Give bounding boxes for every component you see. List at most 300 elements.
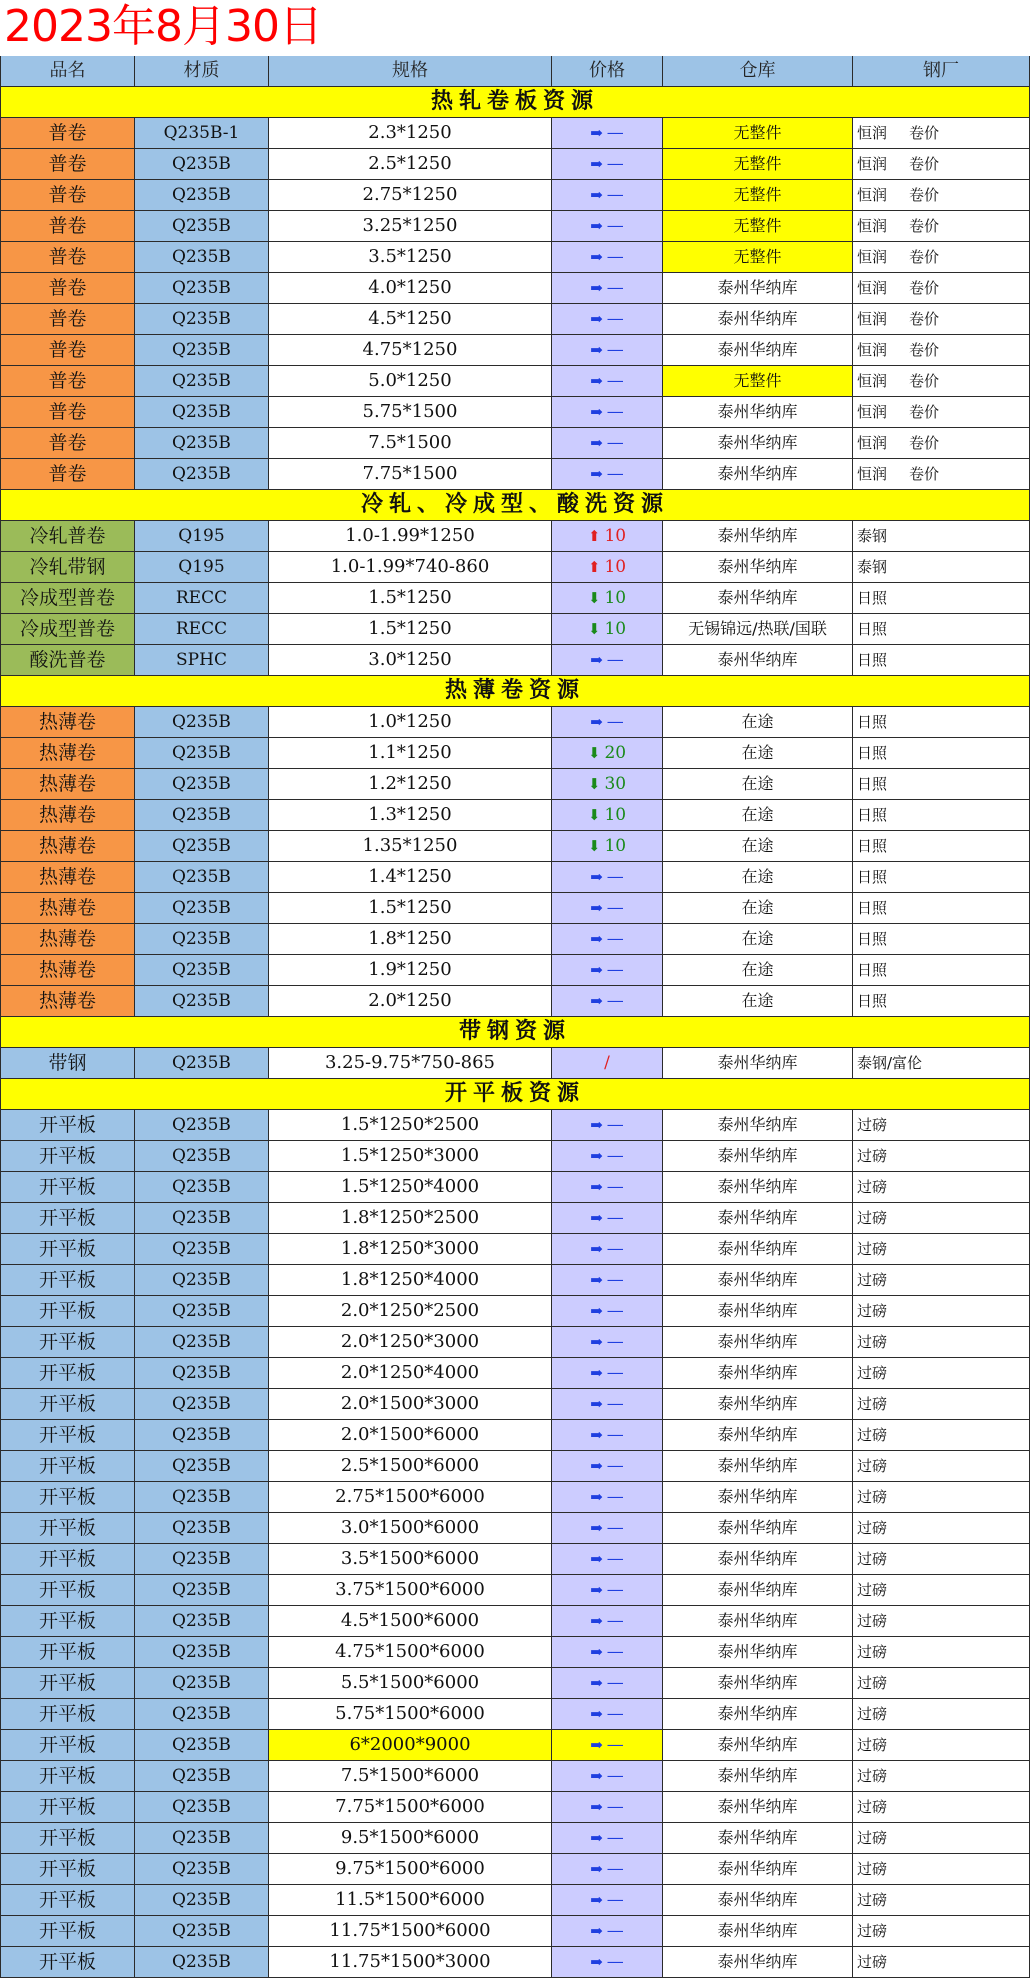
section-title: 热薄卷资源	[0, 676, 1030, 707]
price-change-value: —	[606, 371, 624, 391]
arrow-right-icon: ➡	[590, 1519, 603, 1537]
cell-warehouse: 泰州华纳库	[663, 1451, 853, 1482]
cell-price	[552, 1575, 663, 1606]
mill-name: 恒润	[857, 341, 888, 359]
cell-warehouse: 泰州华纳库	[663, 1420, 853, 1451]
cell-warehouse: 泰州华纳库	[663, 1327, 853, 1358]
cell-material: Q235B	[135, 1296, 269, 1327]
price-change-value: —	[606, 433, 624, 453]
mill-name: 恒润	[857, 186, 888, 204]
cell-price	[552, 1916, 663, 1947]
table-row	[0, 1110, 1030, 1141]
cell-warehouse: 泰州华纳库	[663, 1048, 853, 1079]
cell-mill	[853, 1730, 1030, 1761]
cell-product-name: 普卷	[0, 397, 135, 428]
cell-warehouse: 无整件	[663, 180, 853, 211]
cell-mill	[853, 118, 1030, 149]
table-row	[0, 1637, 1030, 1668]
cell-product-name: 开平板	[0, 1203, 135, 1234]
cell-warehouse: 泰州华纳库	[663, 273, 853, 304]
cell-product-name: 开平板	[0, 1637, 135, 1668]
cell-mill	[853, 955, 1030, 986]
table-row	[0, 118, 1030, 149]
cell-mill	[853, 1761, 1030, 1792]
cell-product-name: 开平板	[0, 1172, 135, 1203]
price-basis-note: 卷价	[909, 372, 940, 390]
cell-product-name: 热薄卷	[0, 955, 135, 986]
cell-product-name: 带钢	[0, 1048, 135, 1079]
cell-spec: 1.3*1250	[269, 800, 552, 831]
cell-spec: 7.75*1500	[269, 459, 552, 490]
table-row	[0, 1575, 1030, 1606]
table-row	[0, 1792, 1030, 1823]
cell-spec: 5.75*1500*6000	[269, 1699, 552, 1730]
price-change-value: —	[606, 154, 624, 174]
price-change-value: —	[606, 1301, 624, 1321]
cell-price	[552, 1823, 663, 1854]
cell-warehouse: 泰州华纳库	[663, 1203, 853, 1234]
cell-spec: 2.0*1250*3000	[269, 1327, 552, 1358]
mill-name: 过磅	[857, 1302, 888, 1320]
table-row	[0, 707, 1030, 738]
cell-material: Q235B	[135, 1420, 269, 1451]
mill-name: 恒润	[857, 155, 888, 173]
cell-warehouse: 在途	[663, 769, 853, 800]
cell-price	[552, 924, 663, 955]
cell-product-name: 热薄卷	[0, 800, 135, 831]
cell-material: Q235B	[135, 1637, 269, 1668]
cell-warehouse: 在途	[663, 738, 853, 769]
mill-name: 恒润	[857, 310, 888, 328]
cell-price	[552, 1885, 663, 1916]
cell-warehouse: 在途	[663, 831, 853, 862]
mill-name: 过磅	[857, 1488, 888, 1506]
mill-name: 恒润	[857, 434, 888, 452]
cell-product-name: 开平板	[0, 1854, 135, 1885]
cell-spec: 3.75*1500*6000	[269, 1575, 552, 1606]
arrow-right-icon: ➡	[590, 1116, 603, 1134]
price-basis-note: 卷价	[909, 279, 940, 297]
cell-warehouse: 泰州华纳库	[663, 1885, 853, 1916]
cell-product-name: 普卷	[0, 459, 135, 490]
cell-product-name: 开平板	[0, 1668, 135, 1699]
mill-name: 过磅	[857, 1829, 888, 1847]
price-change-value: —	[606, 247, 624, 267]
price-basis-note: 卷价	[909, 434, 940, 452]
cell-material: Q235B	[135, 1203, 269, 1234]
cell-price	[552, 428, 663, 459]
cell-mill	[853, 1606, 1030, 1637]
mill-name: 过磅	[857, 1147, 888, 1165]
cell-material: Q235B	[135, 738, 269, 769]
arrow-right-icon: ➡	[590, 1891, 603, 1909]
arrow-right-icon: ➡	[590, 341, 603, 359]
cell-mill	[853, 986, 1030, 1017]
arrow-right-icon: ➡	[590, 1705, 603, 1723]
cell-mill	[853, 707, 1030, 738]
cell-mill	[853, 1451, 1030, 1482]
cell-spec: 9.5*1500*6000	[269, 1823, 552, 1854]
arrow-right-icon: ➡	[590, 1147, 603, 1165]
mill-name: 过磅	[857, 1209, 888, 1227]
cell-spec: 4.75*1250	[269, 335, 552, 366]
cell-mill	[853, 583, 1030, 614]
cell-spec: 4.5*1250	[269, 304, 552, 335]
price-change-value: —	[606, 991, 624, 1011]
price-change-value: 10	[604, 805, 627, 825]
cell-material: Q235B	[135, 149, 269, 180]
cell-mill	[853, 862, 1030, 893]
cell-spec: 2.0*1250	[269, 986, 552, 1017]
cell-warehouse: 泰州华纳库	[663, 1575, 853, 1606]
price-change-value: 10	[604, 836, 627, 856]
cell-product-name: 热薄卷	[0, 893, 135, 924]
table-row	[0, 366, 1030, 397]
header-name: 品名	[0, 56, 135, 87]
cell-spec: 3.25-9.75*750-865	[269, 1048, 552, 1079]
cell-material: RECC	[135, 614, 269, 645]
price-change-value: 10	[604, 619, 627, 639]
price-sheet	[0, 56, 1030, 1978]
cell-product-name: 热薄卷	[0, 769, 135, 800]
cell-product-name: 普卷	[0, 428, 135, 459]
cell-price	[552, 1606, 663, 1637]
cell-warehouse: 在途	[663, 986, 853, 1017]
cell-warehouse: 在途	[663, 707, 853, 738]
cell-mill	[853, 1048, 1030, 1079]
cell-mill	[853, 397, 1030, 428]
cell-material: Q235B	[135, 893, 269, 924]
cell-price	[552, 335, 663, 366]
cell-material: Q235B	[135, 769, 269, 800]
mill-name: 过磅	[857, 1953, 888, 1971]
cell-price	[552, 738, 663, 769]
table-row	[0, 1513, 1030, 1544]
cell-price	[552, 118, 663, 149]
mill-name: 日照	[857, 899, 888, 917]
cell-warehouse: 泰州华纳库	[663, 1823, 853, 1854]
cell-spec: 9.75*1500*6000	[269, 1854, 552, 1885]
cell-mill	[853, 242, 1030, 273]
price-change-value: —	[606, 1828, 624, 1848]
mill-name: 过磅	[857, 1736, 888, 1754]
price-change-value: —	[606, 123, 624, 143]
cell-product-name: 热薄卷	[0, 986, 135, 1017]
arrow-right-icon: ➡	[590, 372, 603, 390]
arrow-right-icon: ➡	[590, 713, 603, 731]
mill-name: 过磅	[857, 1612, 888, 1630]
cell-warehouse: 泰州华纳库	[663, 1110, 853, 1141]
cell-price	[552, 1513, 663, 1544]
cell-price	[552, 1699, 663, 1730]
cell-product-name: 开平板	[0, 1110, 135, 1141]
cell-price	[552, 1327, 663, 1358]
cell-price	[552, 769, 663, 800]
cell-price	[552, 1296, 663, 1327]
table-row	[0, 1482, 1030, 1513]
arrow-right-icon: ➡	[590, 868, 603, 886]
cell-warehouse: 泰州华纳库	[663, 1265, 853, 1296]
price-change-value: —	[606, 1270, 624, 1290]
cell-mill	[853, 769, 1030, 800]
cell-price	[552, 149, 663, 180]
cell-mill	[853, 149, 1030, 180]
table-row	[0, 1203, 1030, 1234]
mill-name: 日照	[857, 744, 888, 762]
cell-spec: 1.9*1250	[269, 955, 552, 986]
cell-product-name: 冷轧带钢	[0, 552, 135, 583]
cell-warehouse: 无整件	[663, 211, 853, 242]
cell-mill	[853, 645, 1030, 676]
cell-warehouse: 泰州华纳库	[663, 1699, 853, 1730]
price-change-value: 10	[604, 557, 627, 577]
price-change-value: —	[606, 1766, 624, 1786]
table-row	[0, 1699, 1030, 1730]
cell-warehouse: 泰州华纳库	[663, 1916, 853, 1947]
cell-spec: 1.1*1250	[269, 738, 552, 769]
cell-material: Q235B	[135, 1110, 269, 1141]
table-row	[0, 1668, 1030, 1699]
price-change-value: —	[606, 1518, 624, 1538]
mill-name: 日照	[857, 589, 888, 607]
mill-name: 恒润	[857, 403, 888, 421]
cell-material: Q235B	[135, 1854, 269, 1885]
cell-spec: 1.5*1250*2500	[269, 1110, 552, 1141]
mill-name: 日照	[857, 837, 888, 855]
cell-price	[552, 1730, 663, 1761]
cell-spec: 2.75*1500*6000	[269, 1482, 552, 1513]
mill-name: 过磅	[857, 1457, 888, 1475]
cell-product-name: 普卷	[0, 242, 135, 273]
cell-material: Q235B	[135, 800, 269, 831]
cell-material: SPHC	[135, 645, 269, 676]
cell-price	[552, 1265, 663, 1296]
cell-spec: 2.0*1500*3000	[269, 1389, 552, 1420]
arrow-right-icon: ➡	[590, 434, 603, 452]
mill-name: 日照	[857, 992, 888, 1010]
mill-name: 日照	[857, 806, 888, 824]
price-change-value: —	[606, 185, 624, 205]
cell-spec: 2.3*1250	[269, 118, 552, 149]
mill-name: 过磅	[857, 1860, 888, 1878]
cell-spec: 1.35*1250	[269, 831, 552, 862]
cell-mill	[853, 459, 1030, 490]
mill-name: 恒润	[857, 217, 888, 235]
header-row	[0, 56, 1030, 87]
cell-mill	[853, 211, 1030, 242]
cell-spec: 1.4*1250	[269, 862, 552, 893]
arrow-right-icon: ➡	[590, 1953, 603, 1971]
cell-product-name: 开平板	[0, 1947, 135, 1978]
price-change-value: —	[606, 1642, 624, 1662]
price-change-value: —	[606, 1952, 624, 1972]
arrow-down-icon: ⬇	[587, 775, 601, 793]
cell-product-name: 开平板	[0, 1730, 135, 1761]
cell-mill	[853, 1885, 1030, 1916]
arrow-right-icon: ➡	[590, 1302, 603, 1320]
table-row	[0, 1048, 1030, 1079]
cell-spec: 1.5*1250*4000	[269, 1172, 552, 1203]
price-basis-note: 卷价	[909, 217, 940, 235]
cell-product-name: 普卷	[0, 335, 135, 366]
table-row	[0, 1234, 1030, 1265]
cell-price	[552, 707, 663, 738]
table-row	[0, 831, 1030, 862]
table-row	[0, 304, 1030, 335]
cell-spec: 11.75*1500*3000	[269, 1947, 552, 1978]
price-change-value: —	[606, 1239, 624, 1259]
cell-price	[552, 862, 663, 893]
arrow-right-icon: ➡	[590, 1643, 603, 1661]
table-row	[0, 1358, 1030, 1389]
table-row	[0, 893, 1030, 924]
cell-material: Q235B	[135, 862, 269, 893]
cell-warehouse: 泰州华纳库	[663, 1141, 853, 1172]
arrow-right-icon: ➡	[590, 155, 603, 173]
cell-mill	[853, 1234, 1030, 1265]
cell-material: Q235B	[135, 831, 269, 862]
cell-mill	[853, 1358, 1030, 1389]
mill-name: 过磅	[857, 1333, 888, 1351]
cell-material: Q235B	[135, 1916, 269, 1947]
header-material: 材质	[135, 56, 269, 87]
price-basis-note: 卷价	[909, 465, 940, 483]
cell-mill	[853, 1327, 1030, 1358]
cell-product-name: 开平板	[0, 1606, 135, 1637]
cell-material: Q235B	[135, 1885, 269, 1916]
cell-warehouse: 泰州华纳库	[663, 1637, 853, 1668]
cell-price	[552, 1358, 663, 1389]
cell-spec: 1.0-1.99*740-860	[269, 552, 552, 583]
mill-name: 过磅	[857, 1395, 888, 1413]
mill-name: 泰钢	[857, 558, 888, 576]
table-row	[0, 1327, 1030, 1358]
cell-product-name: 开平板	[0, 1296, 135, 1327]
arrow-right-icon: ➡	[590, 1426, 603, 1444]
cell-warehouse: 无整件	[663, 118, 853, 149]
table-row	[0, 1141, 1030, 1172]
arrow-right-icon: ➡	[590, 465, 603, 483]
cell-mill	[853, 1265, 1030, 1296]
arrow-right-icon: ➡	[590, 651, 603, 669]
table-row	[0, 1296, 1030, 1327]
arrow-right-icon: ➡	[590, 1767, 603, 1785]
cell-mill	[853, 831, 1030, 862]
cell-spec: 2.0*1500*6000	[269, 1420, 552, 1451]
cell-spec: 7.5*1500	[269, 428, 552, 459]
cell-price	[552, 1420, 663, 1451]
cell-mill	[853, 1637, 1030, 1668]
mill-name: 过磅	[857, 1643, 888, 1661]
cell-material: Q235B	[135, 1141, 269, 1172]
arrow-right-icon: ➡	[590, 1364, 603, 1382]
cell-spec: 1.8*1250*3000	[269, 1234, 552, 1265]
cell-product-name: 酸洗普卷	[0, 645, 135, 676]
cell-material: Q235B	[135, 924, 269, 955]
cell-warehouse: 泰州华纳库	[663, 1296, 853, 1327]
arrow-right-icon: ➡	[590, 1829, 603, 1847]
table-row	[0, 428, 1030, 459]
cell-spec: 3.5*1250	[269, 242, 552, 273]
cell-mill	[853, 1513, 1030, 1544]
cell-price	[552, 1389, 663, 1420]
cell-mill	[853, 366, 1030, 397]
price-basis-note: 卷价	[909, 155, 940, 173]
price-change-value: —	[606, 464, 624, 484]
cell-price	[552, 986, 663, 1017]
mill-name: 过磅	[857, 1178, 888, 1196]
cell-warehouse: 泰州华纳库	[663, 1358, 853, 1389]
cell-product-name: 开平板	[0, 1358, 135, 1389]
table-row	[0, 335, 1030, 366]
table-row	[0, 1885, 1030, 1916]
price-change-value: —	[606, 1735, 624, 1755]
table-row	[0, 614, 1030, 645]
price-change-value: —	[606, 1797, 624, 1817]
price-change-value: —	[606, 1580, 624, 1600]
cell-price	[552, 614, 663, 645]
cell-material: Q235B	[135, 1575, 269, 1606]
mill-name: 过磅	[857, 1364, 888, 1382]
cell-product-name: 开平板	[0, 1234, 135, 1265]
cell-product-name: 冷轧普卷	[0, 521, 135, 552]
arrow-right-icon: ➡	[590, 1271, 603, 1289]
cell-material: Q235B	[135, 1451, 269, 1482]
table-row	[0, 1823, 1030, 1854]
cell-warehouse: 泰州华纳库	[663, 1730, 853, 1761]
price-change-value: —	[606, 650, 624, 670]
price-change-value: —	[606, 960, 624, 980]
cell-material: Q235B	[135, 1048, 269, 1079]
cell-price	[552, 1110, 663, 1141]
table-row	[0, 397, 1030, 428]
table-row	[0, 521, 1030, 552]
cell-material: Q235B	[135, 1792, 269, 1823]
mill-name: 过磅	[857, 1891, 888, 1909]
arrow-up-icon: ⬆	[587, 527, 601, 545]
cell-product-name: 热薄卷	[0, 924, 135, 955]
cell-spec: 1.8*1250*4000	[269, 1265, 552, 1296]
arrow-right-icon: ➡	[590, 1581, 603, 1599]
price-change-value: —	[606, 1146, 624, 1166]
cell-warehouse: 泰州华纳库	[663, 1947, 853, 1978]
cell-material: Q235B	[135, 1947, 269, 1978]
cell-price	[552, 1482, 663, 1513]
cell-product-name: 开平板	[0, 1513, 135, 1544]
mill-name: 过磅	[857, 1271, 888, 1289]
cell-price	[552, 211, 663, 242]
cell-warehouse: 无锡锦远/热联/国联	[663, 614, 853, 645]
cell-warehouse: 在途	[663, 800, 853, 831]
cell-material: Q235B	[135, 1327, 269, 1358]
table-row	[0, 459, 1030, 490]
table-row	[0, 1451, 1030, 1482]
cell-price	[552, 1141, 663, 1172]
cell-mill	[853, 1792, 1030, 1823]
cell-warehouse: 泰州华纳库	[663, 1606, 853, 1637]
price-change-value: —	[606, 1208, 624, 1228]
header-spec: 规格	[269, 56, 552, 87]
cell-mill	[853, 800, 1030, 831]
cell-spec: 1.5*1250*3000	[269, 1141, 552, 1172]
price-change-value: —	[606, 278, 624, 298]
cell-price	[552, 645, 663, 676]
cell-spec: 2.0*1250*4000	[269, 1358, 552, 1389]
cell-product-name: 开平板	[0, 1761, 135, 1792]
cell-price	[552, 273, 663, 304]
cell-warehouse: 泰州华纳库	[663, 1668, 853, 1699]
page-title: 2023年8月30日	[4, 1, 322, 52]
